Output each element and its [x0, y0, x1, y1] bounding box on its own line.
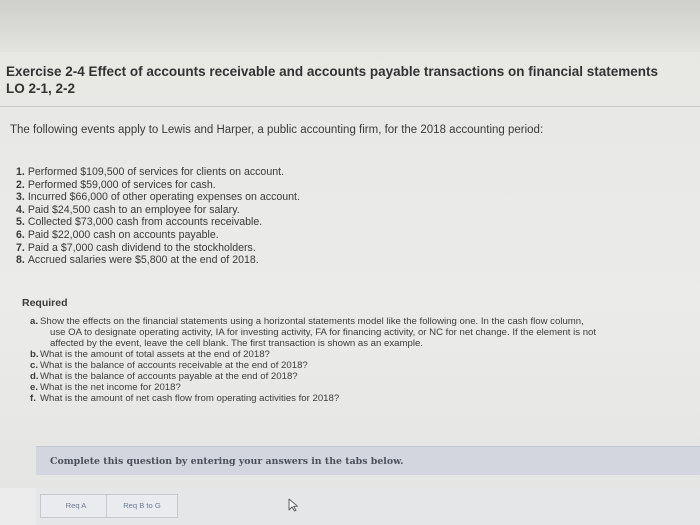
screen-glare [0, 488, 36, 525]
required-list [30, 316, 700, 404]
list-item: 5. Collected $73,000 cash from accounts receivable. [16, 216, 263, 229]
required-title: Required [22, 297, 68, 309]
instructions-text: Complete this question by entering your answers in the tabs below. [50, 456, 404, 467]
required-item-b: b. What is the amount of total assets at the end of 2018? [30, 349, 270, 360]
list-item: 7. Paid a $7,000 cash dividend to the stockholders. [16, 241, 256, 254]
list-item: 2. Performed $59,000 of services for cash. [16, 178, 216, 191]
required-section [12, 288, 700, 424]
mouse-pointer-icon [287, 498, 301, 512]
list-item: 4. Paid $24,500 cash to an employee for salary. [16, 203, 240, 216]
required-item-f: f. What is the amount of net cash flow from operating activities for 2018? [30, 393, 340, 404]
header-divider [0, 106, 700, 107]
events-list [16, 166, 300, 267]
list-item: 3. Incurred $66,000 of other operating expenses on account. [16, 191, 300, 204]
exercise-header [0, 52, 700, 102]
tab-req-b-to-g[interactable]: Req B to G [106, 494, 178, 518]
list-item: 1. Performed $109,500 of services for clients on account. [16, 166, 284, 178]
tab-req-a[interactable]: Req A [40, 494, 112, 518]
intro-text: The following events apply to Lewis and Harper, a public accounting firm, for the 2018 accounting period: [10, 124, 544, 136]
instructions-bar [36, 446, 700, 475]
tabs-row [36, 488, 700, 525]
required-item-d: d. What is the balance of accounts payable at the end of 2018? [30, 371, 298, 382]
required-item-a: a. Show the effects on the financial statements using a horizontal statements model like the following one. In the cash flow column, use OA to designate operating activity, IA for investing activity, FA for financing activity, or NC for net change. If the element is not affected by the event, leave the cell blank. The first transaction is shown as an example. [30, 316, 597, 349]
required-item-c: c. What is the balance of accounts receivable at the end of 2018? [30, 360, 308, 371]
list-item: 6. Paid $22,000 cash on accounts payable. [16, 228, 219, 241]
required-item-e: e. What is the net income for 2018? [30, 382, 181, 393]
exercise-title: Exercise 2-4 Effect of accounts receivable and accounts payable transactions on financial statements [6, 64, 658, 79]
learning-objectives: LO 2-1, 2-2 [6, 81, 76, 96]
list-item: 8. Accrued salaries were $5,800 at the end of 2018. [16, 254, 259, 267]
top-band [0, 0, 700, 52]
